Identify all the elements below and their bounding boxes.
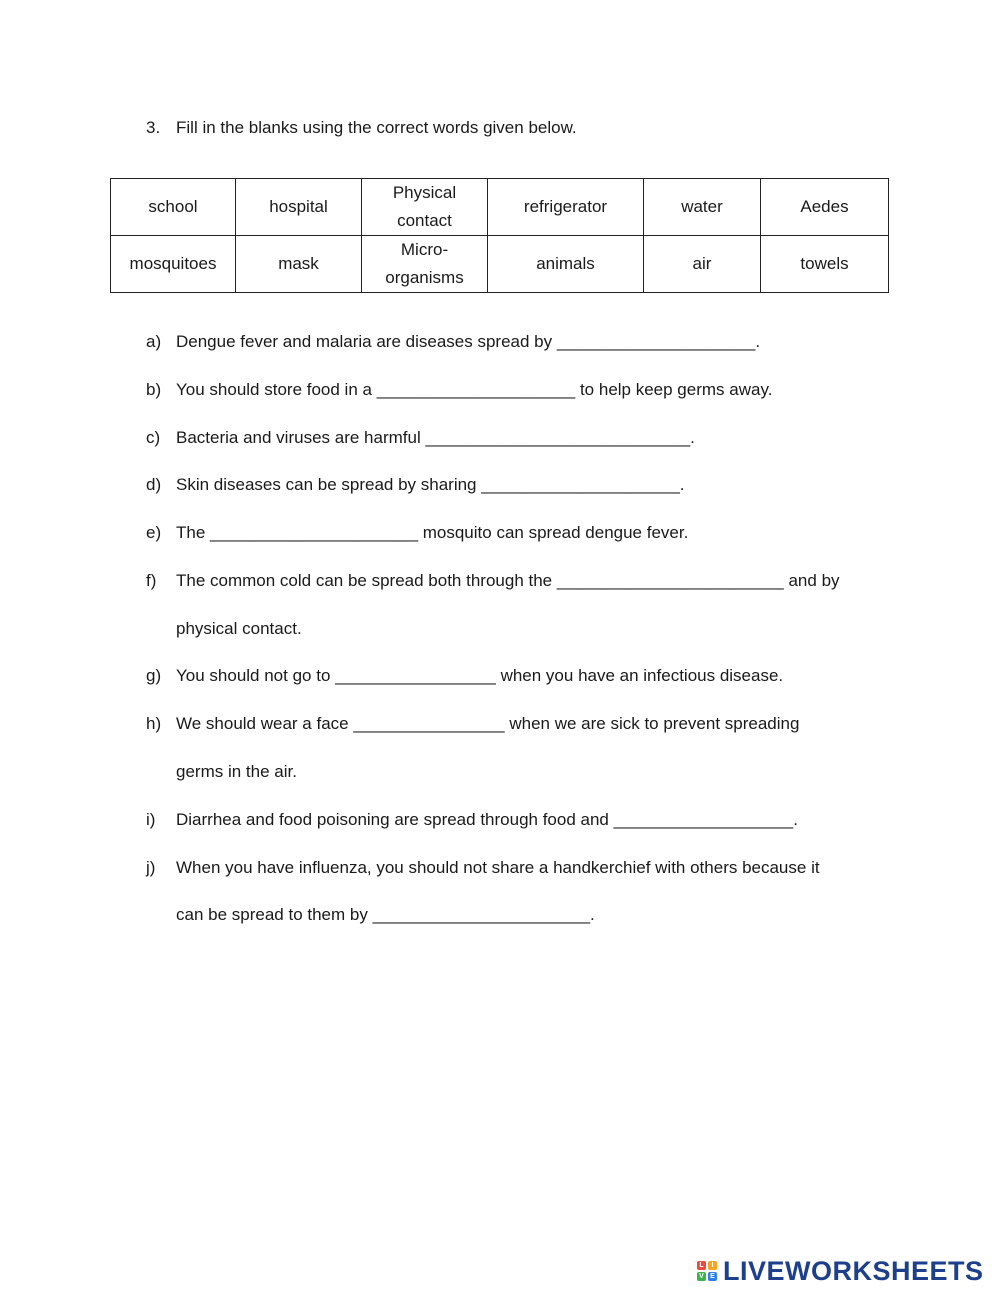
- logo-block: L: [697, 1261, 706, 1270]
- word-bank-cell: Physical contact: [362, 179, 488, 236]
- question-e[interactable]: [146, 523, 688, 543]
- word-bank-cell: Micro- organisms: [362, 236, 488, 293]
- liveworksheets-logo[interactable]: [697, 1255, 984, 1287]
- question-text[interactable]: You should not go to _________________ when you have an infectious disease.: [176, 666, 784, 685]
- question-text[interactable]: Bacteria and viruses are harmful ____________________________.: [176, 428, 695, 447]
- question-text[interactable]: Diarrhea and food poisoning are spread through food and ___________________.: [176, 810, 798, 829]
- logo-blocks-icon: [697, 1261, 717, 1281]
- question-text[interactable]: Skin diseases can be spread by sharing _____________________.: [176, 475, 685, 494]
- instruction-number: 3.: [146, 118, 161, 137]
- question-letter: h): [146, 714, 162, 733]
- word-bank-cell: animals: [488, 236, 644, 293]
- word-bank-cell: hospital: [236, 179, 362, 236]
- word-bank-cell: towels: [761, 236, 889, 293]
- instruction-text: Fill in the blanks using the correct words given below.: [176, 118, 577, 137]
- logo-block: I: [708, 1261, 717, 1270]
- question-letter: d): [146, 475, 162, 494]
- word-bank-cell: mask: [236, 236, 362, 293]
- question-b[interactable]: [146, 380, 772, 400]
- question-c[interactable]: [146, 428, 695, 448]
- question-text[interactable]: The common cold can be spread both through the ________________________ and by: [176, 571, 840, 590]
- question-j[interactable]: [146, 858, 820, 878]
- logo-block: V: [697, 1272, 706, 1281]
- question-letter: f): [146, 571, 157, 590]
- question-h-continuation: germs in the air.: [176, 762, 297, 781]
- word-bank-cell: refrigerator: [488, 179, 644, 236]
- question-text[interactable]: You should store food in a _____________________ to help keep germs away.: [176, 380, 773, 399]
- word-bank-table: [110, 178, 889, 293]
- question-text[interactable]: We should wear a face ________________ when we are sick to prevent spreading: [176, 714, 800, 733]
- word-bank-cell: water: [644, 179, 761, 236]
- word-bank-row: [111, 236, 889, 293]
- instruction: [146, 118, 577, 138]
- logo-text: LIVEWORKSHEETS: [723, 1255, 984, 1286]
- question-letter: g): [146, 666, 162, 685]
- question-g[interactable]: [146, 666, 783, 686]
- question-h[interactable]: [146, 714, 799, 734]
- question-d[interactable]: [146, 475, 685, 495]
- question-j-continuation[interactable]: can be spread to them by _______________________.: [176, 905, 595, 924]
- question-letter: i): [146, 810, 156, 829]
- question-letter: a): [146, 332, 162, 351]
- question-letter: b): [146, 380, 162, 399]
- logo-block: E: [708, 1272, 717, 1281]
- word-bank-cell: mosquitoes: [111, 236, 236, 293]
- question-text[interactable]: The ______________________ mosquito can spread dengue fever.: [176, 523, 689, 542]
- question-i[interactable]: [146, 810, 798, 830]
- question-letter: c): [146, 428, 161, 447]
- question-f-continuation: physical contact.: [176, 619, 302, 638]
- question-a[interactable]: [146, 332, 760, 352]
- question-text[interactable]: When you have influenza, you should not share a handkerchief with others because it: [176, 858, 820, 877]
- question-letter: j): [146, 858, 156, 877]
- word-bank-cell: Aedes: [761, 179, 889, 236]
- question-f[interactable]: [146, 571, 840, 591]
- question-text[interactable]: Dengue fever and malaria are diseases spread by _____________________.: [176, 332, 761, 351]
- word-bank-row: [111, 179, 889, 236]
- question-letter: e): [146, 523, 162, 542]
- word-bank-cell: school: [111, 179, 236, 236]
- word-bank-cell: air: [644, 236, 761, 293]
